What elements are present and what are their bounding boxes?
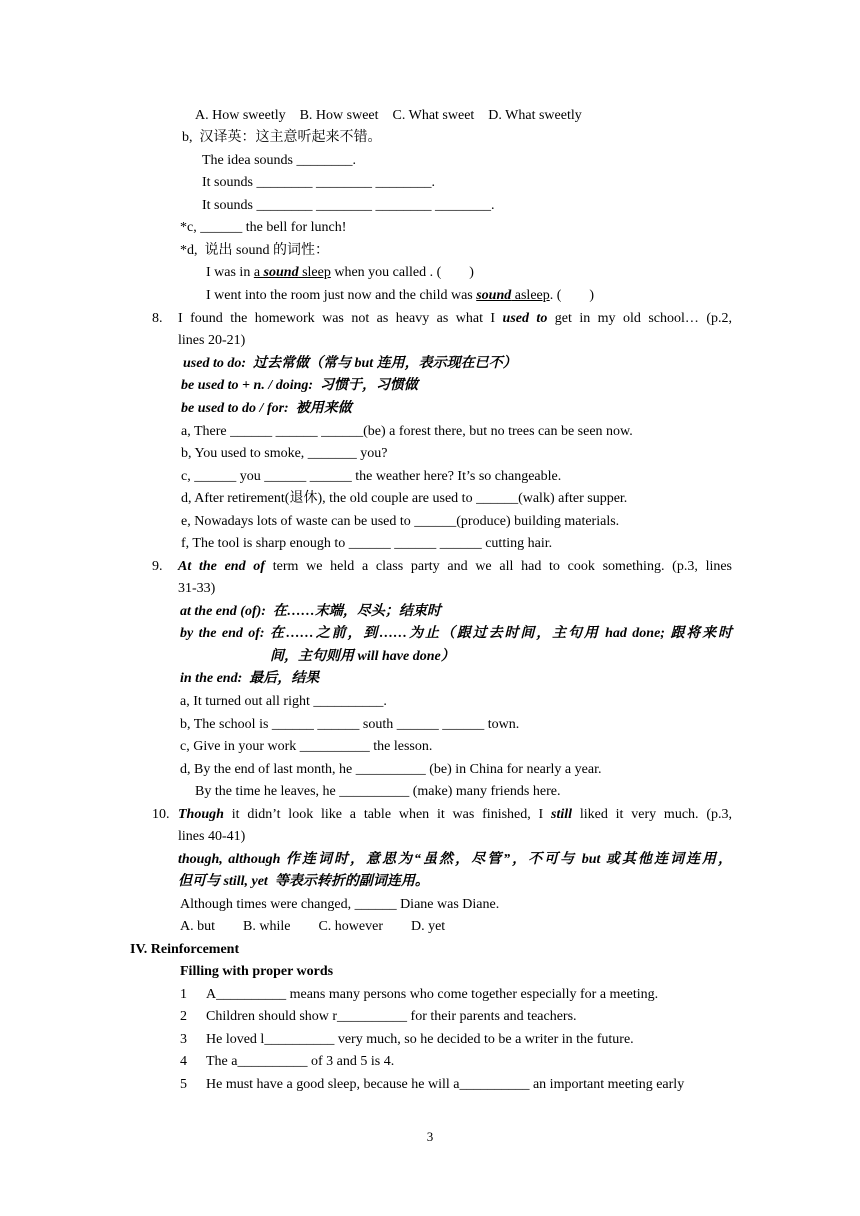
fill-item-text: He loved l__________ very much, so he decided to be a writer in the future. [206, 1032, 634, 1047]
q7-d1-post: when you called . ( ) [330, 265, 474, 280]
q7-d2-post: . ( ) [549, 288, 595, 303]
q10-line2: lines 40-41) [178, 829, 246, 844]
section-heading: IV. Reinforcement [130, 942, 240, 957]
fill-item-text: A__________ means many persons who come together especially for a meeting. [206, 987, 659, 1002]
fill-item-text: The a__________ of 3 and 5 is 4. [206, 1054, 395, 1069]
q9-d1: d, By the end of last month, he __________ (be) in China for nearly a year. [180, 762, 602, 777]
q8-note1: used to do: 过去常做（常与 but 连用，表示现在已不） [183, 356, 517, 371]
q10-note2: 但可与 still, yet 等表示转折的副词连用。 [178, 874, 429, 889]
q10-line1-post: liked it very much. (p.3, [572, 807, 732, 822]
q9-note2b: 间，主句则用 will have done） [270, 649, 455, 664]
q7-d1-keyword: sound [263, 265, 299, 280]
q9-line1 [178, 558, 732, 576]
fill-item-text: He must have a good sleep, because he will a__________ an important meeting early [206, 1077, 685, 1092]
fill-item-number: 2 [180, 1009, 187, 1024]
q8-line2: lines 20-21) [178, 333, 246, 348]
q10-number: 10. [152, 807, 170, 822]
q7-b-line2: It sounds ________ ________ ________. [202, 175, 435, 190]
q7-options: A. How sweetly B. How sweet C. What sweet D. What sweetly [195, 108, 582, 123]
q7-d-sentence2 [206, 287, 594, 305]
q9-line2: 31-33) [178, 581, 216, 596]
q9-keyword: At the end of [178, 559, 265, 574]
q8-line1 [178, 310, 732, 328]
q8-note2: be used to + n. / doing: 习惯于，习惯做 [181, 378, 419, 393]
q10-keyword-though: Though [178, 807, 224, 822]
q9-note2a: by the end of: 在……之前，到……为止（跟过去时间，主句用 had done; 跟将来时 [180, 626, 732, 641]
q8-d: d, After retirement(退休), the old couple are used to ______(walk) after supper. [181, 491, 628, 506]
fill-item-number: 1 [180, 987, 187, 1002]
q8-f: f, The tool is sharp enough to ______ ______ ______ cutting hair. [181, 536, 553, 551]
q9-number: 9. [152, 559, 163, 574]
q7-d2-pre: I went into the room just now and the child was [206, 288, 477, 303]
q7-d1-article: a [253, 265, 264, 280]
fill-item-text: Children should show r__________ for their parents and teachers. [206, 1009, 577, 1024]
q8-line1-pre: I found the homework was not as heavy as what I [178, 311, 503, 326]
q8-keyword: used to [502, 311, 548, 326]
fill-item-number: 4 [180, 1054, 187, 1069]
q8-c: c, ______ you ______ ______ the weather here? It’s so changeable. [181, 469, 562, 484]
q7-d1-pre: I was in [206, 265, 254, 280]
q10-note1: though, although 作连词时，意思为“虽然，尽管”，不可与 but 或其他连词连用， [178, 852, 732, 867]
q7-d-sentence1 [206, 264, 474, 282]
q8-a: a, There ______ ______ ______(be) a forest there, but no trees can be seen now. [181, 424, 633, 439]
q8-b: b, You used to smoke, _______ you? [181, 446, 388, 461]
q7-b-line1: The idea sounds ________. [202, 153, 356, 168]
q7-d2-asleep: asleep [511, 288, 550, 303]
q10-question: Although times were changed, ______ Diane was Diane. [180, 897, 500, 912]
q9-b: b, The school is ______ ______ south ______ ______ town. [180, 717, 520, 732]
q9-note1: at the end (of): 在……末端，尽头；结束时 [180, 604, 441, 619]
q8-line1-post: get in my old school… (p.2, [547, 311, 733, 326]
q9-note3: in the end: 最后，结果 [180, 671, 320, 686]
page-number: 3 [426, 1129, 434, 1144]
q8-e: e, Nowadays lots of waste can be used to ______(produce) building materials. [181, 514, 620, 529]
q7-b-label: b, 汉译英：这主意听起来不错。 [182, 130, 382, 145]
q9-c: c, Give in your work __________ the lesson. [180, 739, 433, 754]
q8-number: 8. [152, 311, 163, 326]
q10-options: A. but B. while C. however D. yet [180, 919, 446, 934]
q9-d2: By the time he leaves, he __________ (make) many friends here. [195, 784, 561, 799]
q8-note3: be used to do / for: 被用来做 [181, 401, 352, 416]
q7-d2-keyword: sound [476, 288, 512, 303]
fill-item-number: 5 [180, 1077, 187, 1092]
q9-a: a, It turned out all right __________. [180, 694, 387, 709]
q7-d1-underlined [254, 265, 331, 280]
q7-c: *c, ______ the bell for lunch! [180, 220, 347, 235]
section-subheading: Filling with proper words [180, 964, 334, 979]
q10-line1 [178, 806, 732, 824]
q7-b-line3: It sounds ________ ________ ________ ________. [202, 198, 495, 213]
fill-item-number: 3 [180, 1032, 187, 1047]
q7-d2-underlined [476, 288, 550, 303]
q10-keyword-still: still [551, 807, 573, 822]
q10-line1-mid: it didn’t look like a table when it was finished, I [223, 807, 552, 822]
q9-line1-post: term we held a class party and we all had to cook something. (p.3, lines [264, 559, 733, 574]
q7-d1-sleep: sleep [298, 265, 331, 280]
q7-d-label: *d, 说出 sound 的词性： [180, 243, 329, 258]
